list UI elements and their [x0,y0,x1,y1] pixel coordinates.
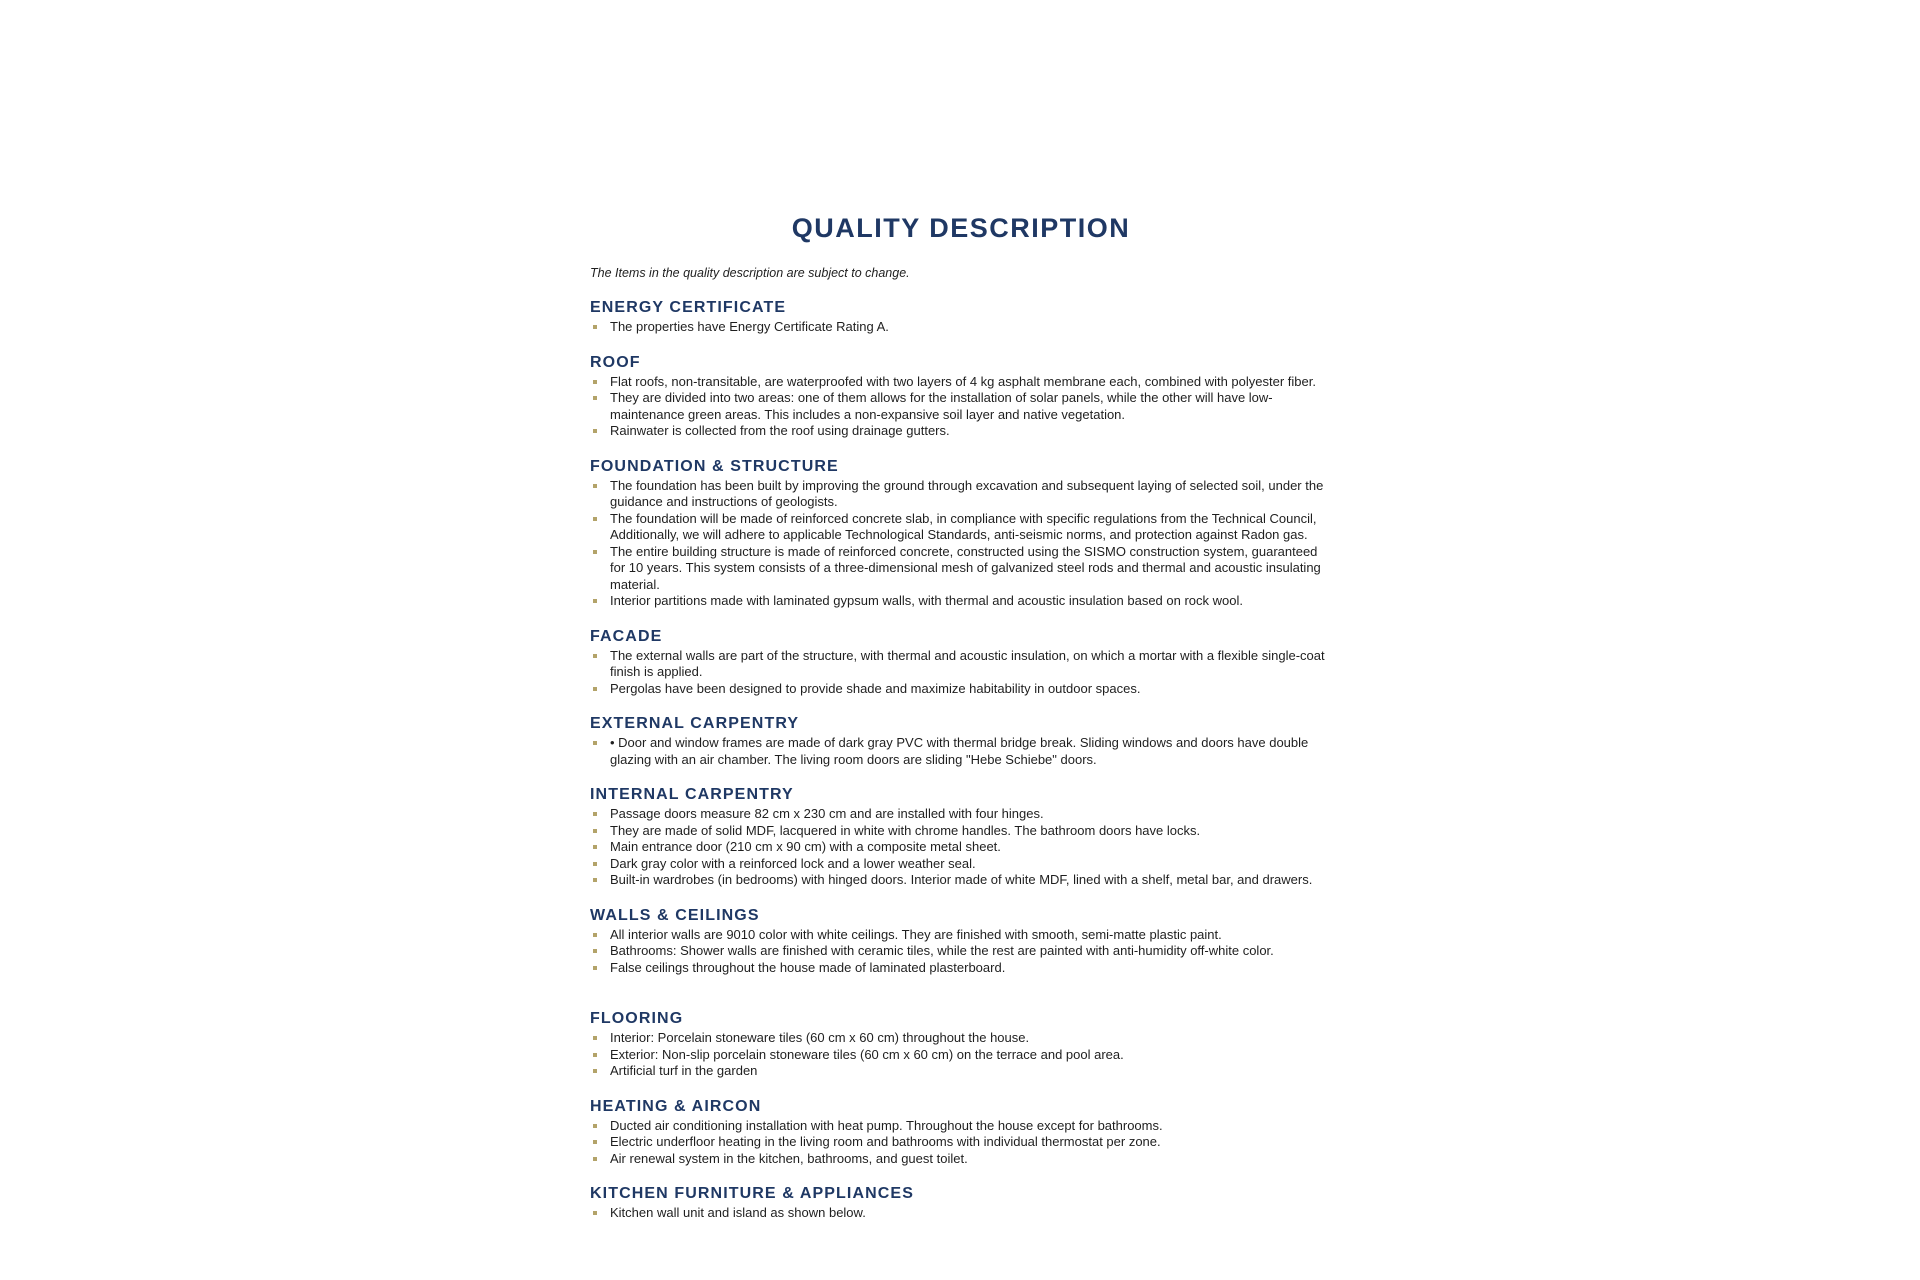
bullet-item [590,823,1332,840]
bullet-text: • Door and window frames are made of dark gray PVC with thermal bridge break. Sliding windows and doors have double glazing with an air chamber. The living room doors are sliding "Hebe Schiebe" doors. [610,735,1309,767]
bullet-list [590,806,1332,889]
section [590,1185,1332,1222]
bullet-list [590,1118,1332,1168]
section [590,628,1332,698]
sections [590,299,1332,1222]
disclaimer-note: The Items in the quality description are subject to change. [590,266,910,280]
bullet-item [590,927,1332,944]
bullet-item [590,681,1332,698]
section [590,907,1332,977]
square-bullet-icon [593,429,597,433]
bullet-item [590,856,1332,873]
bullet-item [590,648,1332,681]
bullet-list [590,1205,1332,1222]
square-bullet-icon [593,812,597,816]
bullet-text: The entire building structure is made of reinforced concrete, constructed using the SISMO construction system, guaranteed for 10 years. This system consists of a three-dimensional mesh of galvanized steel rods and thermal and acoustic insulating material. [610,543,1321,592]
bullet-item [590,374,1332,391]
square-bullet-icon [593,1124,597,1128]
square-bullet-icon [593,380,597,384]
section-heading: FLOORING [590,1010,684,1027]
square-bullet-icon [593,550,597,554]
square-bullet-icon [593,1053,597,1057]
bullet-text: Bathrooms: Shower walls are finished with ceramic tiles, while the rest are painted with anti-humidity off-white color. [610,943,1274,958]
section [590,1098,1332,1168]
bullet-text: Pergolas have been designed to provide shade and maximize habitability in outdoor spaces. [610,680,1141,696]
bullet-text: The properties have Energy Certificate Rating A. [610,319,889,334]
bullet-text: Dark gray color with a reinforced lock and a lower weather seal. [610,855,976,871]
bullet-text: Passage doors measure 82 cm x 230 cm and are installed with four hinges. [610,806,1044,821]
bullet-item [590,806,1332,823]
bullet-item [590,1030,1332,1047]
bullet-item [590,872,1332,889]
bullet-item [590,1118,1332,1135]
bullet-item [590,593,1332,610]
bullet-text: Interior: Porcelain stoneware tiles (60 cm x 60 cm) throughout the house. [610,1030,1030,1045]
section [590,458,1332,610]
bullet-text: False ceilings throughout the house made of laminated plasterboard. [610,959,1006,975]
bullet-item [590,943,1332,960]
square-bullet-icon [593,829,597,833]
bullet-list [590,927,1332,977]
square-bullet-icon [593,654,597,658]
square-bullet-icon [593,845,597,849]
section [590,299,1332,336]
section [590,786,1332,889]
square-bullet-icon [593,878,597,882]
bullet-text: Ducted air conditioning installation with heat pump. Throughout the house except for bathrooms. [610,1117,1163,1133]
bullet-text: The foundation will be made of reinforced concrete slab, in compliance with specific regulations from the Technical Council, Additionally, we will adhere to applicable Technological Standards, anti-seismic norms, and protection against Radon gas. [610,510,1317,542]
square-bullet-icon [593,687,597,691]
bullet-item [590,544,1332,594]
page-title: QUALITY DESCRIPTION [791,213,1131,243]
square-bullet-icon [593,1140,597,1144]
bullet-item [590,319,1332,336]
section-heading: ROOF [590,353,641,371]
square-bullet-icon [593,484,597,488]
square-bullet-icon [593,599,597,603]
bullet-item [590,1151,1332,1168]
bullet-item [590,1205,1332,1222]
section-heading: FOUNDATION & STRUCTURE [590,457,839,475]
section-heading: EXTERNAL CARPENTRY [590,715,800,732]
bullet-text: Artificial turf in the garden [610,1063,758,1078]
bullet-item [590,839,1332,856]
square-bullet-icon [593,741,597,745]
bullet-item [590,478,1332,511]
bullet-text: Exterior: Non-slip porcelain stoneware tiles (60 cm x 60 cm) on the terrace and pool area. [610,1046,1124,1062]
square-bullet-icon [593,1157,597,1161]
section-heading: ENERGY CERTIFICATE [590,299,787,316]
bullet-item [590,1063,1332,1080]
bullet-list [590,648,1332,698]
bullet-text: Interior partitions made with laminated gypsum walls, with thermal and acoustic insulation based on rock wool. [610,593,1243,608]
square-bullet-icon [593,1069,597,1073]
bullet-text: They are made of solid MDF, lacquered in white with chrome handles. The bathroom doors have locks. [610,822,1201,838]
bullet-list [590,478,1332,610]
square-bullet-icon [593,862,597,866]
bullet-list [590,735,1332,768]
bullet-item [590,423,1332,440]
bullet-list [590,374,1332,440]
section-heading: HEATING & AIRCON [590,1097,762,1115]
bullet-item [590,735,1332,768]
bullet-list [590,1030,1332,1080]
bullet-text: Kitchen wall unit and island as shown below. [610,1205,866,1220]
bullet-item [590,511,1332,544]
bullet-text: Electric underfloor heating in the living room and bathrooms with individual thermostat per zone. [610,1134,1161,1149]
bullet-list [590,319,1332,336]
section-heading: KITCHEN FURNITURE & APPLIANCES [590,1185,914,1202]
bullet-item [590,1047,1332,1064]
bullet-text: Built-in wardrobes (in bedrooms) with hinged doors. Interior made of white MDF, lined with a shelf, metal bar, and drawers. [610,872,1313,887]
square-bullet-icon [593,517,597,521]
bullet-text: All interior walls are 9010 color with white ceilings. They are finished with smooth, semi-matte plastic paint. [610,926,1222,942]
section [590,1010,1332,1080]
bullet-text: The external walls are part of the structure, with thermal and acoustic insulation, on which a mortar with a flexible single-coat finish is applied. [610,647,1325,679]
document-page [590,0,1332,1222]
square-bullet-icon [593,933,597,937]
bullet-text: Main entrance door (210 cm x 90 cm) with a composite metal sheet. [610,839,1001,854]
bullet-text: Flat roofs, non-transitable, are waterproofed with two layers of 4 kg asphalt membrane each, combined with polyester fiber. [610,373,1316,389]
section-heading: WALLS & CEILINGS [590,906,760,924]
section [590,354,1332,440]
bullet-text: The foundation has been built by improving the ground through excavation and subsequent laying of selected soil, under the guidance and instructions of geologists. [610,477,1324,509]
bullet-text: Air renewal system in the kitchen, bathrooms, and guest toilet. [610,1150,968,1166]
square-bullet-icon [593,396,597,400]
bullet-text: Rainwater is collected from the roof using drainage gutters. [610,423,950,438]
square-bullet-icon [593,966,597,970]
section [590,715,1332,768]
section-heading: FACADE [590,627,663,645]
bullet-item [590,390,1332,423]
square-bullet-icon [593,949,597,953]
bullet-item [590,960,1332,977]
square-bullet-icon [593,1211,597,1215]
square-bullet-icon [593,325,597,329]
square-bullet-icon [593,1036,597,1040]
bullet-item [590,1134,1332,1151]
bullet-text: They are divided into two areas: one of them allows for the installation of solar panels, while the other will have low-maintenance green areas. This includes a non-expansive soil layer and native vegetation. [610,390,1273,422]
section-heading: INTERNAL CARPENTRY [590,786,794,803]
